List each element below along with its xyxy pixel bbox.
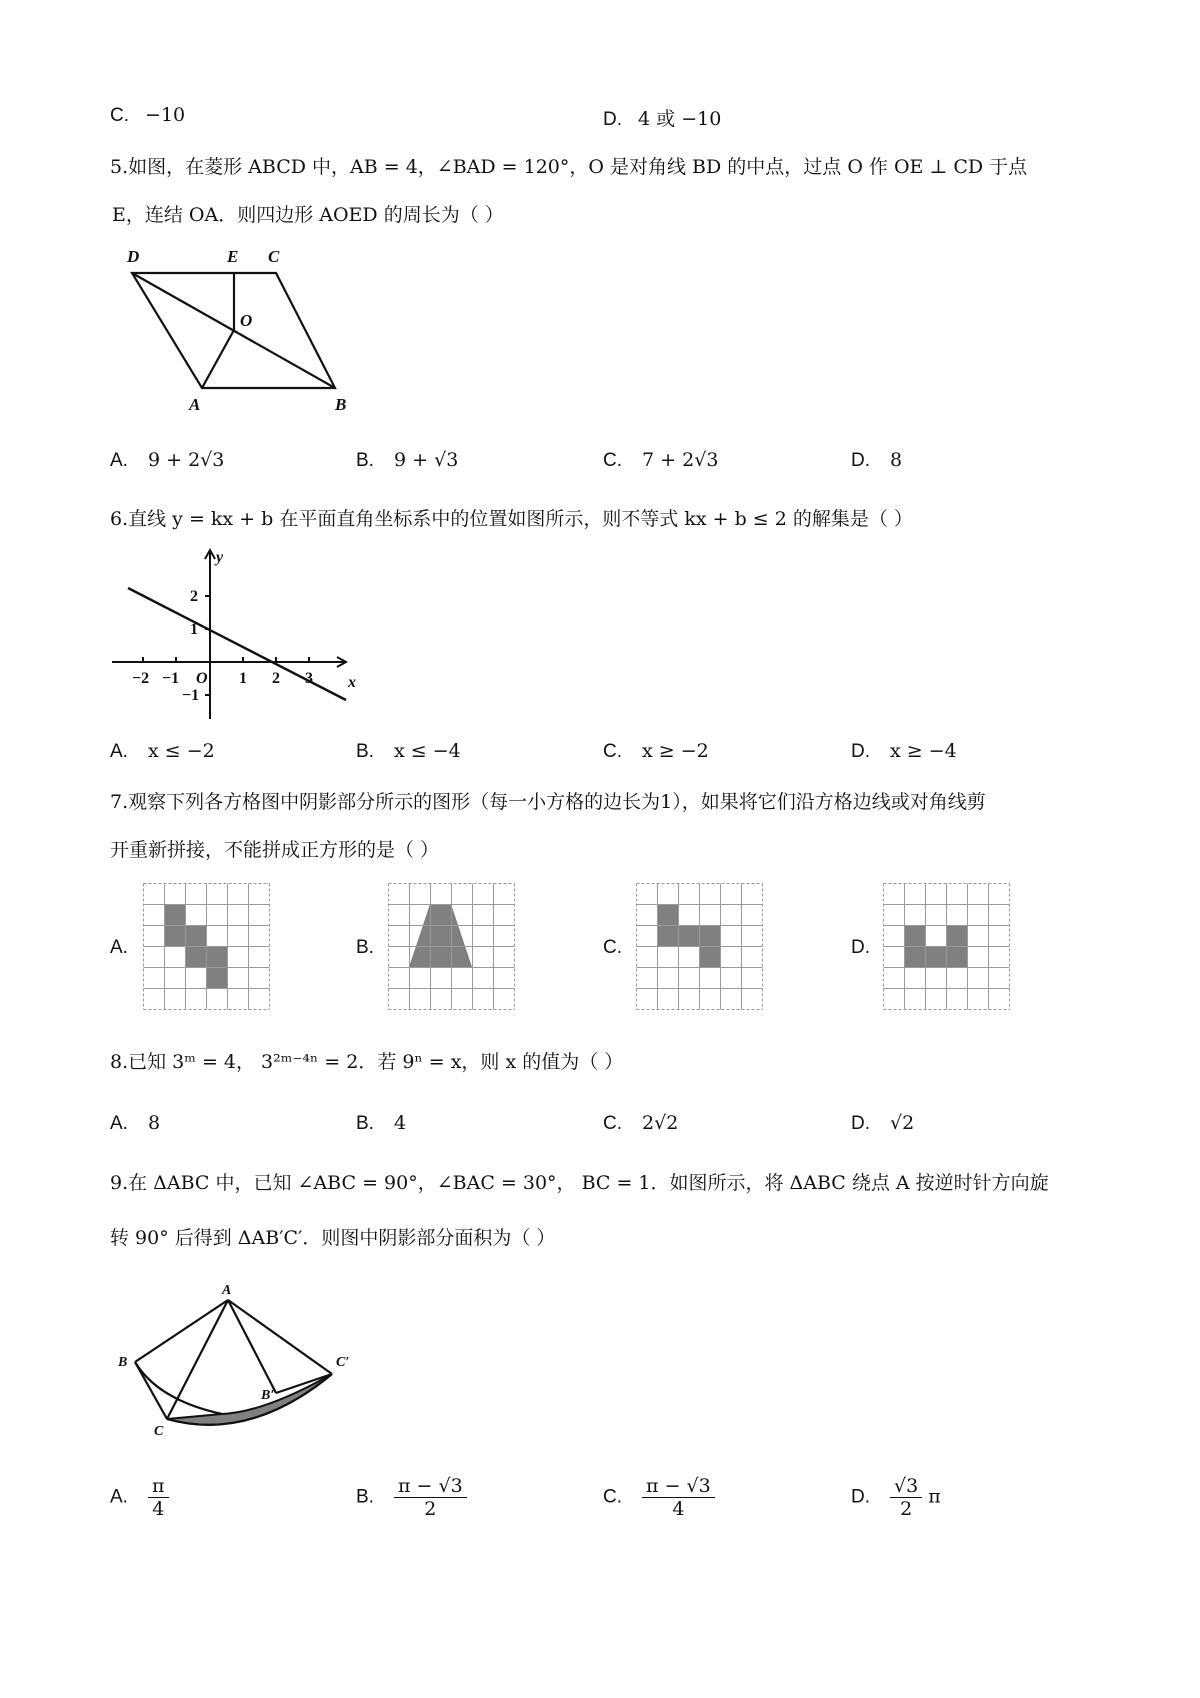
option-text: x ≥ −2 [642, 740, 709, 762]
label-b: B [335, 395, 347, 414]
option-fraction [148, 1475, 169, 1520]
option-label: C. [603, 450, 622, 471]
option-label: B. [356, 741, 374, 762]
q7-option-d-label: D. [851, 937, 870, 958]
q9-option-b [356, 1475, 467, 1520]
label-origin: O [196, 670, 208, 687]
option-text: x ≤ −4 [394, 740, 461, 762]
q5-stem-line2: E，连结 OA．则四边形 AOED 的周长为（ ） [112, 204, 504, 226]
segment-ac-prime [228, 1300, 332, 1374]
option-label: D. [851, 450, 870, 471]
option-text: 8 [890, 449, 903, 471]
option-text: 4 [394, 1112, 407, 1134]
option-label: A. [110, 1113, 128, 1134]
option-label: C. [603, 741, 622, 762]
option-label: A. [110, 741, 128, 762]
label-x: x [348, 674, 356, 691]
q8-option-b [356, 1112, 406, 1135]
segment-ab-prime [228, 1300, 276, 1393]
segment-ab [135, 1300, 228, 1362]
q8-option-c [603, 1112, 678, 1135]
fraction-numerator: π − √3 [642, 1475, 715, 1498]
option-label: B. [356, 450, 374, 471]
grid-lines [637, 884, 763, 1010]
option-label: C. [110, 105, 129, 126]
option-text: √2 [890, 1112, 915, 1134]
fraction-numerator: π − √3 [394, 1475, 467, 1498]
fraction-denominator: 2 [424, 1498, 437, 1520]
option-label: D. [851, 1486, 870, 1508]
q6-option-a [110, 740, 215, 763]
q9-stem-line1: 9.在 ΔABC 中，已知 ∠ABC = 90°，∠BAC = 30°， BC = 1．如图所示，将 ΔABC 绕点 A 按逆时针方向旋 [110, 1172, 1049, 1194]
label-a: A [189, 395, 201, 414]
fraction-numerator: √3 [890, 1475, 922, 1498]
option-text: 2√2 [642, 1112, 679, 1134]
fraction-denominator: 4 [672, 1498, 685, 1520]
q9-stem-line2: 转 90° 后得到 ΔAB′C′．则图中阴影部分面积为（ ） [110, 1227, 556, 1249]
q6-stem-line1: 6.直线 y = kx + b 在平面直角坐标系中的位置如图所示，则不等式 kx + b ≤ 2 的解集是（ ） [110, 508, 913, 530]
q5-option-b [356, 449, 458, 472]
q7-stem-line1: 7.观察下列各方格图中阴影部分所示的图形（每一小方格的边长为1），如果将它们沿方格边线或对角线剪 [110, 791, 986, 813]
q7-grid-b [388, 883, 520, 1015]
q5-option-c [603, 449, 718, 472]
option-text: 8 [148, 1112, 161, 1134]
graph-line [128, 588, 346, 700]
fraction-denominator: 2 [900, 1498, 913, 1520]
q5-option-a [110, 449, 224, 472]
q5-stem-line1: 5.如图，在菱形 ABCD 中，AB = 4，∠BAD = 120°，O 是对角线 BD 的中点，过点 O 作 OE ⊥ CD 于点 [110, 156, 1028, 178]
option-label: C. [603, 1486, 622, 1508]
q7-option-c-label: C. [603, 937, 622, 958]
q6-option-b [356, 740, 461, 763]
option-text: 7 + 2√3 [642, 449, 719, 471]
option-fraction [890, 1475, 922, 1520]
q4-option-d [603, 104, 721, 131]
option-text: 4 或 −10 [638, 108, 722, 130]
label-c-prime: C′ [336, 1355, 350, 1370]
option-text: x ≥ −4 [890, 740, 957, 762]
segment-ac [167, 1300, 228, 1419]
option-label: D. [851, 1113, 870, 1134]
q9-option-a [110, 1475, 169, 1520]
q7-grid-c [636, 883, 768, 1015]
tick-ym1: −1 [182, 687, 200, 704]
option-fraction [394, 1475, 467, 1520]
option-label: D. [603, 109, 622, 130]
tick-xm2: −2 [132, 670, 150, 687]
label-a: A [222, 1283, 232, 1298]
grid-lines [144, 884, 270, 1010]
label-y: y [216, 549, 224, 566]
label-d: D [127, 247, 140, 266]
label-b-prime: B′ [261, 1388, 275, 1403]
label-c: C [154, 1424, 164, 1439]
label-e: E [227, 247, 239, 266]
option-text: 9 + √3 [394, 449, 459, 471]
fraction-denominator: 4 [152, 1498, 165, 1520]
arc-b-b-prime [135, 1362, 222, 1414]
grid-lines [884, 884, 1010, 1010]
tick-y1: 1 [190, 621, 198, 638]
q8-option-a [110, 1112, 160, 1135]
label-o: O [240, 311, 253, 330]
q8-stem-line1: 8.已知 3ᵐ = 4， 3²ᵐ⁻⁴ⁿ = 2．若 9ⁿ = x，则 x 的值为（ ） [110, 1051, 624, 1073]
fraction-numerator: π [148, 1475, 169, 1498]
option-label: C. [603, 1113, 622, 1134]
q9-option-d [851, 1475, 941, 1520]
q9-option-c [603, 1475, 715, 1520]
tick-y2: 2 [190, 588, 198, 605]
q5-option-d [851, 449, 902, 472]
option-label: D. [851, 741, 870, 762]
q7-grid-a [143, 883, 275, 1015]
q7-stem-line2: 开重新拼接，不能拼成正方形的是（ ） [110, 839, 440, 861]
grid-lines [389, 884, 515, 1010]
tick-x2: 2 [272, 670, 280, 687]
label-c: C [268, 247, 280, 266]
q7-option-b-label: B. [356, 937, 374, 958]
option-text: x ≤ −2 [148, 740, 215, 762]
segment-oa [202, 330, 234, 388]
option-label: B. [356, 1486, 374, 1508]
tick-x1: 1 [239, 670, 247, 687]
q6-coordinate-figure [106, 544, 366, 724]
option-label: A. [110, 1486, 128, 1508]
q7-grid-d [883, 883, 1015, 1015]
tick-xm1: −1 [162, 670, 180, 687]
option-fraction [642, 1475, 715, 1520]
q8-option-d [851, 1112, 914, 1135]
option-text: 9 + 2√3 [148, 449, 225, 471]
q6-option-c [603, 740, 709, 763]
q9-rotation-figure [110, 1282, 370, 1442]
option-label: A. [110, 450, 128, 471]
option-tail: π [928, 1485, 941, 1508]
q4-option-c [110, 104, 185, 127]
option-text: −10 [145, 104, 186, 126]
q5-rhombus-figure [118, 244, 368, 416]
q7-option-a-label: A. [110, 937, 128, 958]
tick-x3: 3 [305, 670, 313, 687]
option-label: B. [356, 1113, 374, 1134]
label-b: B [118, 1355, 128, 1370]
q6-option-d [851, 740, 957, 763]
